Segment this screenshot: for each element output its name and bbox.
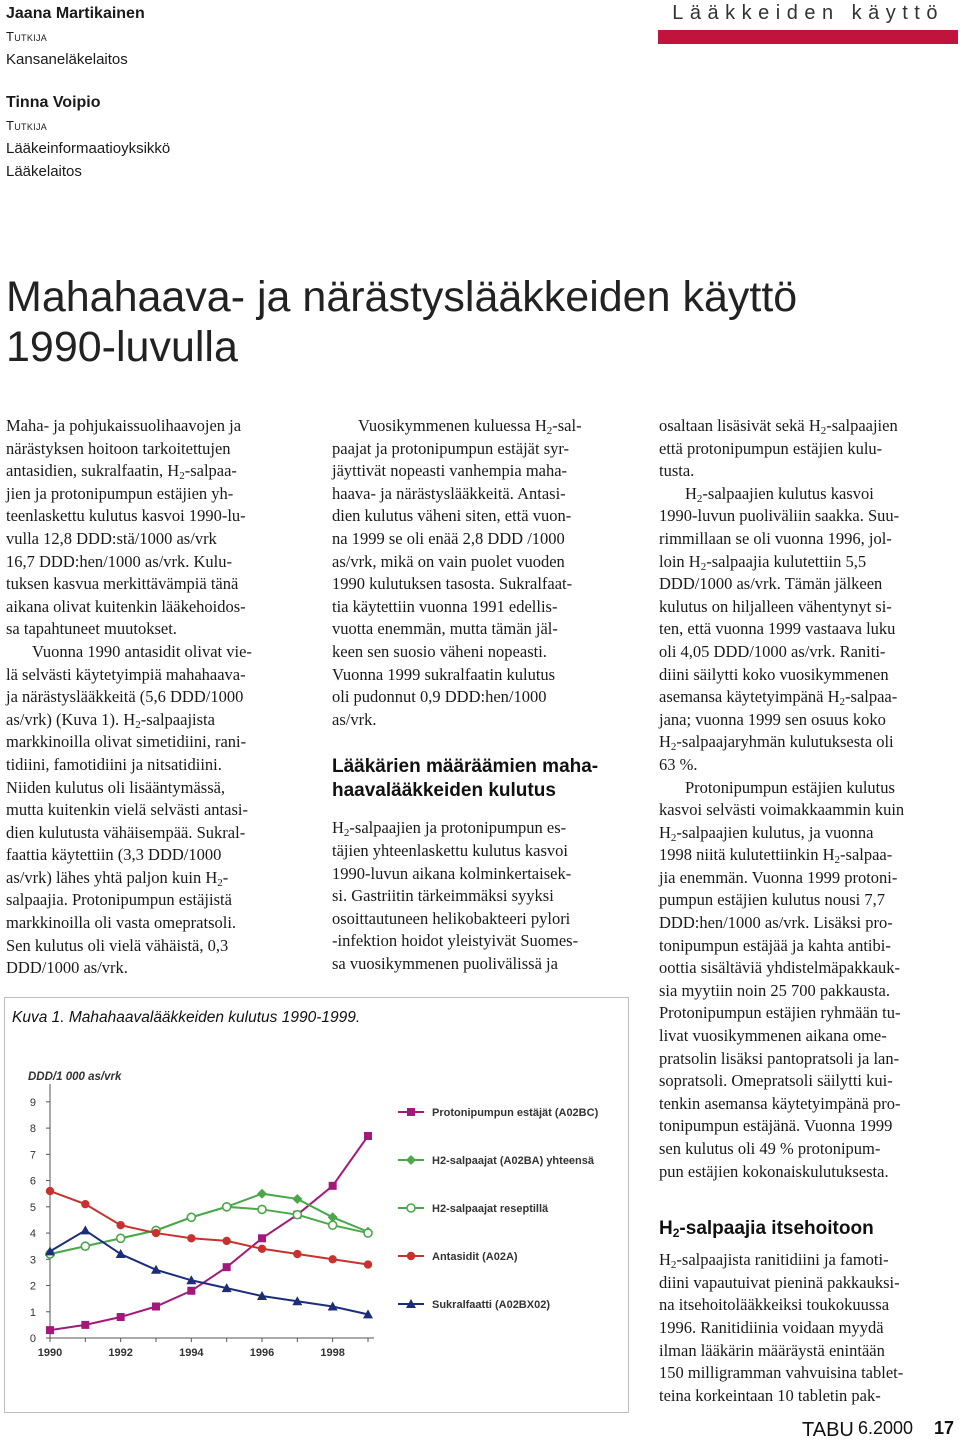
- data-point: [258, 1245, 266, 1253]
- paragraph: Maha- ja pohjukaissuolihaavojen ja närästyksen hoitoon tarkoitettujen antasidien, sukralfaatin, $H_2-salpaa-$ jien ja protonipumpun estäjien yh- teenlaskettu kulutus kasvoi 1990-lu- vulla 12,8 DDD:stä/1000 as/vrk 16,7 DDD:hen/1000 as/vrk. Kulu- tuksen kasvua merkittävämpiä tänä aikana olivat kuitenkin lääkehoidos- sa tapahtuneet muutokset.: [6, 416, 246, 639]
- author-org-2: Lääkelaitos: [6, 163, 82, 180]
- data-point: [292, 1194, 302, 1204]
- x-tick-label: 1992: [108, 1347, 133, 1359]
- issue-number: 6.2000: [858, 1418, 914, 1438]
- data-point: [81, 1242, 89, 1250]
- author-name: Jaana Martikainen: [6, 5, 145, 22]
- data-point: [293, 1211, 301, 1219]
- data-point: [364, 1229, 372, 1237]
- series-line: [50, 1194, 368, 1254]
- data-point: [46, 1187, 54, 1195]
- series-line: [50, 1136, 368, 1330]
- legend-label: H2-salpaajat (A02BA) yhteensä: [432, 1155, 595, 1167]
- author-org: Lääkeinformaatioyksikkö: [6, 140, 171, 157]
- data-point: [116, 1221, 124, 1229]
- data-point: [257, 1189, 267, 1199]
- legend-marker: [406, 1155, 416, 1165]
- section-accent-bar: [658, 30, 958, 44]
- article-title-line-2: 1990-luvulla: [6, 323, 238, 371]
- author-role: Tutkija: [6, 118, 48, 133]
- legend-label: H2-salpaajat reseptillä: [432, 1203, 549, 1215]
- legend-label: Sukralfaatti (A02BX02): [432, 1299, 550, 1311]
- data-point: [329, 1221, 337, 1229]
- legend-marker: [407, 1204, 415, 1212]
- paragraph: Vuonna 1990 antasidit olivat vie- lä selvästi käytetyimpiä mahahaava- ja närästyslääkkeitä (5,6 DDD/1000 as/vrk) (Kuva 1). $H_2$-salpaajista markkinoilla olivat simetidiini, rani- tidiini, famotidiini ja nitsatidiini. Niiden kulutus oli lisääntymässä, mutta kuitenkin vielä selvästi antasi- dien kulutusta vähäisempää. Sukral- faattia käytettiin (3,3 DDD/1000 as/vrk) lähes yhtä paljon kuin $H_2-$ salpaajia. Protonipumpun estäjistä markkinoilla oli vasta omepratsoli. Sen kulutus oli vielä vähäistä, 0,3 DDD/1000 as/vrk.: [6, 641, 252, 978]
- data-point: [80, 1225, 90, 1234]
- data-point: [152, 1229, 160, 1237]
- data-point: [187, 1234, 195, 1242]
- y-tick-label: 6: [29, 1175, 36, 1188]
- series-line: [50, 1191, 368, 1264]
- paragraph: Vuosikymmenen kuluessa $H_2-sal-$ paajat ja protonipumpun estäjät syr- jäyttivät nopeasti vanhempia maha- haava- ja närästyslääkkeitä. Antasi- dien kulutus väheni siten, että vuon- na 1999 se oli enää 2,8 DDD /1000 as/vrk, mikä on vain puolet vuoden 1990 kulutuksen tasosta. Sukralfaat- tia käytettiin vuonna 1991 edellis- vuotta enemmän, mutta tämän jäl- keen sen suosio väheni nopeasti. Vuonna 1999 sukralfaatin kulutus oli pudonnut 0,9 DDD:hen/1000 as/vrk.: [332, 416, 582, 729]
- data-point: [81, 1200, 89, 1208]
- y-tick-label: 3: [29, 1254, 36, 1267]
- data-point: [117, 1313, 125, 1321]
- x-tick-label: 1996: [249, 1347, 275, 1359]
- data-point: [187, 1213, 195, 1221]
- article-title-line-1: Mahahaava- ja närästyslääkkeiden käyttö: [6, 273, 798, 321]
- paragraph: osaltaan lisäsivät sekä $H_2$-salpaajien että protonipumpun estäjien kulu- tusta.: [659, 416, 898, 481]
- data-point: [187, 1287, 195, 1295]
- magazine-name: TABU: [802, 1419, 854, 1441]
- data-point: [223, 1263, 231, 1271]
- body-column-2: [332, 415, 632, 975]
- y-tick-label: 2: [29, 1280, 36, 1293]
- data-point: [223, 1203, 231, 1211]
- data-point: [364, 1260, 372, 1268]
- paragraph: Protonipumpun estäjien kulutus kasvoi selvästi voimakkaammin kuin $H_2$-salpaajien kulutus, ja vuonna 1998 niitä kulutettiinkin $H_2-salpaa-$ jia enemmän. Vuonna 1999 protoni- pumpun estäjien kulutus nousi 7,7 DDD:hen/1000 as/vrk. Lisäksi pro- tonipumpun estäjää ja kahta antibi- oottia sisältäviä yhdistelmäpakkauk- sia myytiin noin 25 700 pakkausta. Protonipumpun estäjien ryhmään tu- livat vuosikymmenen aikana ome- pratsolin lisäksi pantopratsoli ja lan- sopratsoli. Omepratsoli säilytti kui- tenkin asemansa käytetyimpänä pro- tonipumpun estäjänä. Vuonna 1999 sen kulutus oli 49 % protonipum- pun estäjien kokonaiskulutuksesta.: [659, 777, 905, 1181]
- body-column-3: [659, 415, 959, 1407]
- data-point: [293, 1250, 301, 1258]
- author-block-2: [6, 91, 170, 183]
- data-point: [258, 1234, 266, 1242]
- data-point: [364, 1132, 372, 1140]
- body-column-1: [6, 415, 306, 980]
- data-point: [46, 1326, 54, 1334]
- y-tick-label: 1: [29, 1306, 36, 1319]
- article-title: [6, 272, 926, 372]
- data-point: [117, 1234, 125, 1242]
- section-heading: $H_2$-salpaajia itsehoitoon: [659, 1218, 874, 1241]
- x-tick-label: 1994: [179, 1347, 204, 1359]
- data-point: [258, 1205, 266, 1213]
- y-tick-label: 9: [29, 1096, 36, 1109]
- legend-marker: [407, 1108, 415, 1116]
- data-point: [328, 1255, 336, 1263]
- page-number: 17: [934, 1418, 955, 1438]
- y-tick-label: 5: [29, 1201, 36, 1214]
- y-tick-label: 4: [29, 1228, 36, 1241]
- legend-label: Protonipumpun estäjät (A02BC): [432, 1107, 599, 1119]
- data-point: [152, 1303, 160, 1311]
- series-line: [50, 1207, 368, 1254]
- paragraph: $H_2$-salpaajien kulutus kasvoi 1990-luvun puoliväliin saakka. Suu- rimmillaan se oli vuonna 1996, jol- loin $H_2$-salpaajia kulutettiin 5,5 DDD/1000 as/vrk. Tämän jälkeen kulutus on hiljalleen vähentynyt si- ten, että vuonna 1999 vastaava luku oli 4,05 DDD/1000 as/vrk. Raniti- diini säilytti koko vuosikymmenen asemansa käytetyimpänä $H_2-salpaa-$ jana; vuonna 1999 sen osuus koko $H_2$-salpaajaryhmän kulutuksesta oli 63 %.: [659, 483, 900, 774]
- section-tag: Lääkkeiden käyttö: [672, 2, 944, 24]
- author-name: Tinna Voipio: [6, 94, 101, 111]
- author-org: Kansaneläkelaitos: [6, 51, 128, 68]
- data-point: [222, 1237, 230, 1245]
- y-tick-label: 0: [29, 1333, 36, 1345]
- paragraph: $H_2$-salpaajista ranitidiini ja famoti- diini vapautuivat pieninä pakkauksi- na itsehoitolääkkeiksi toukokuussa 1996. Ranitidiinia voidaan myydä ilman lääkärin määräystä enintään 150 milligramman vahvuisina tablet- teina korkeintaan 10 tabletin pak-: [659, 1250, 904, 1405]
- data-point: [329, 1182, 337, 1190]
- figure-caption: Kuva 1. Mahahaavalääkkeiden kulutus 1990-1999.: [12, 1009, 361, 1026]
- section-heading: Lääkärien määräämien maha- haavalääkkeiden kulutus: [332, 756, 599, 802]
- x-tick-label: 1990: [37, 1347, 63, 1359]
- legend-marker: [407, 1252, 415, 1260]
- legend-label: Antasidit (A02A): [432, 1251, 518, 1263]
- x-tick-label: 1998: [320, 1347, 345, 1359]
- y-axis-label: DDD/1 000 as/vrk: [28, 1071, 122, 1083]
- data-point: [81, 1321, 89, 1329]
- y-tick-label: 8: [29, 1123, 36, 1136]
- paragraph: $H_2$-salpaajien ja protonipumpun es- täjien yhteenlaskettu kulutus kasvoi 1990-luvun aikana kolminkertaisek- si. Gastriitin tärkeimmäksi syyksi osoittautuneen helikobakteeri pylori -infektion hoidot yleistyivät Suomes- sa vuosikymmenen puolivälissä ja: [332, 818, 579, 973]
- author-block-1: [6, 2, 145, 71]
- line-chart: [6, 1060, 622, 1405]
- y-tick-label: 7: [29, 1149, 36, 1162]
- data-point: [116, 1249, 126, 1258]
- author-role: Tutkija: [6, 29, 48, 44]
